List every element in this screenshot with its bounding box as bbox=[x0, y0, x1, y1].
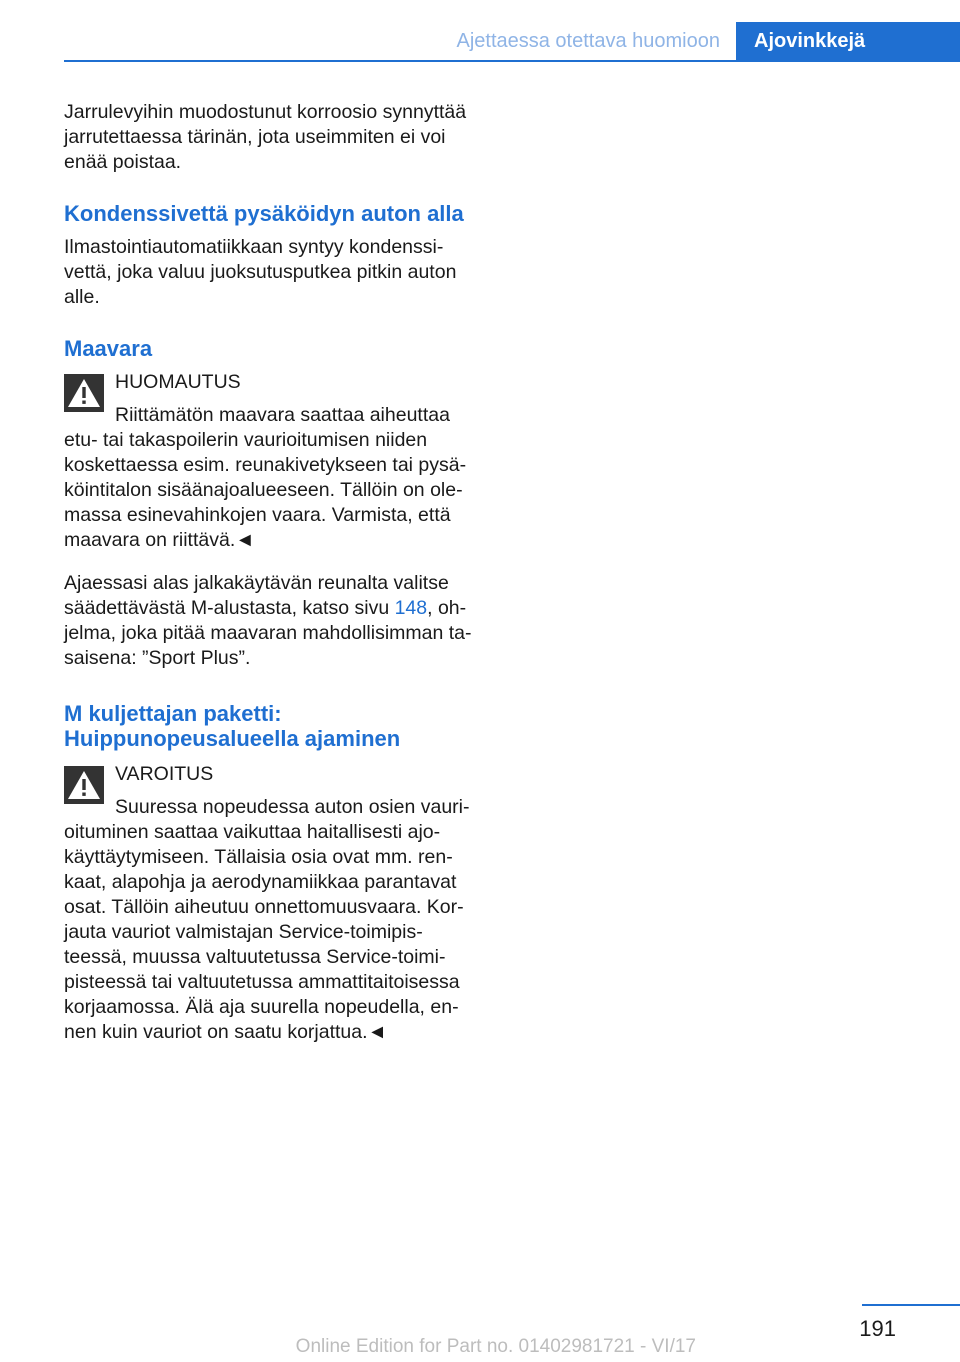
text-column bbox=[64, 100, 478, 1063]
heading-condensation: Kondenssivettä pysäköidyn auton alla bbox=[64, 201, 464, 226]
warning-triangle-icon bbox=[64, 370, 104, 412]
heading-m-line2: Huippunopeusalueella ajaminen bbox=[64, 726, 401, 751]
condensation-paragraph: Ilmastointiautomatiikkaan syntyy kondenssivettä, joka valuu juoksutusputkea pitkin auton alle. bbox=[64, 236, 457, 308]
running-header-section: Ajettaessa otettava huomioon bbox=[456, 30, 720, 52]
sport-plus-paragraph bbox=[64, 571, 478, 671]
heading-m-driver-package bbox=[64, 701, 478, 751]
sport-plus-text-start: Ajaessasi alas jalkakäytävän reunalta valitse säädettävästä M-alustasta, katso sivu bbox=[64, 572, 449, 619]
heading-ground-clearance: Maavara bbox=[64, 336, 153, 361]
intro-paragraph: Jarrulevyihin muodostunut korroosio synnyttää jarrutettaessa tärinän, jota useimmiten ei voi enää poistaa. bbox=[64, 101, 467, 173]
warning-box bbox=[64, 762, 478, 1045]
edition-note: Online Edition for Part no. 01402981721 - VI/17 bbox=[295, 1336, 696, 1357]
footer-rule bbox=[862, 1304, 960, 1306]
heading-m-line1: M kuljettajan paketti: bbox=[64, 701, 282, 726]
page-reference-link[interactable]: 148 bbox=[394, 597, 428, 619]
warning-label: VAROITUS bbox=[115, 763, 214, 785]
running-header-chapter-tab: Ajovinkkejä bbox=[736, 22, 960, 62]
notice-text: Riittämätön maavara saattaa aiheuttaa etu- tai takaspoilerin vaurioitumisen niiden koskettaessa esim. reunakivetykseen tai pysäköintitalon sisäänajoalueeseen. Tällöin on olemassa esinevahinkojen vaara. Varmista, että maavara on riittävä.◄ bbox=[64, 404, 467, 551]
warning-text: Suuressa nopeudessa auton osien vaurioituminen saattaa vaikuttaa haitallisesti ajokäyttäytymiseen. Tällaisia osia ovat mm. renkaat, alapohja ja aerodynamiikkaa parantavat osat. Tällöin aiheutuu onnettomuusvaara. Korjauta vauriot valmistajan Service-toimipisteessä, muussa valtuutetussa Service-toimipisteessä tai valtuutetussa ammattitaitoisessa korjaamossa. Älä aja suurella nopeudella, ennen kuin vauriot on saatu korjattua.◄ bbox=[64, 796, 470, 1043]
header-rule bbox=[64, 60, 960, 62]
sport-plus-text-end: , ohjelma, joka pitää maavaran mahdollisimman tasaisena: ”Sport Plus”. bbox=[64, 597, 472, 669]
notice-label: HUOMAUTUS bbox=[115, 371, 241, 393]
warning-triangle-icon bbox=[64, 762, 104, 804]
notice-box bbox=[64, 370, 478, 553]
page-number: 191 bbox=[859, 1316, 896, 1341]
